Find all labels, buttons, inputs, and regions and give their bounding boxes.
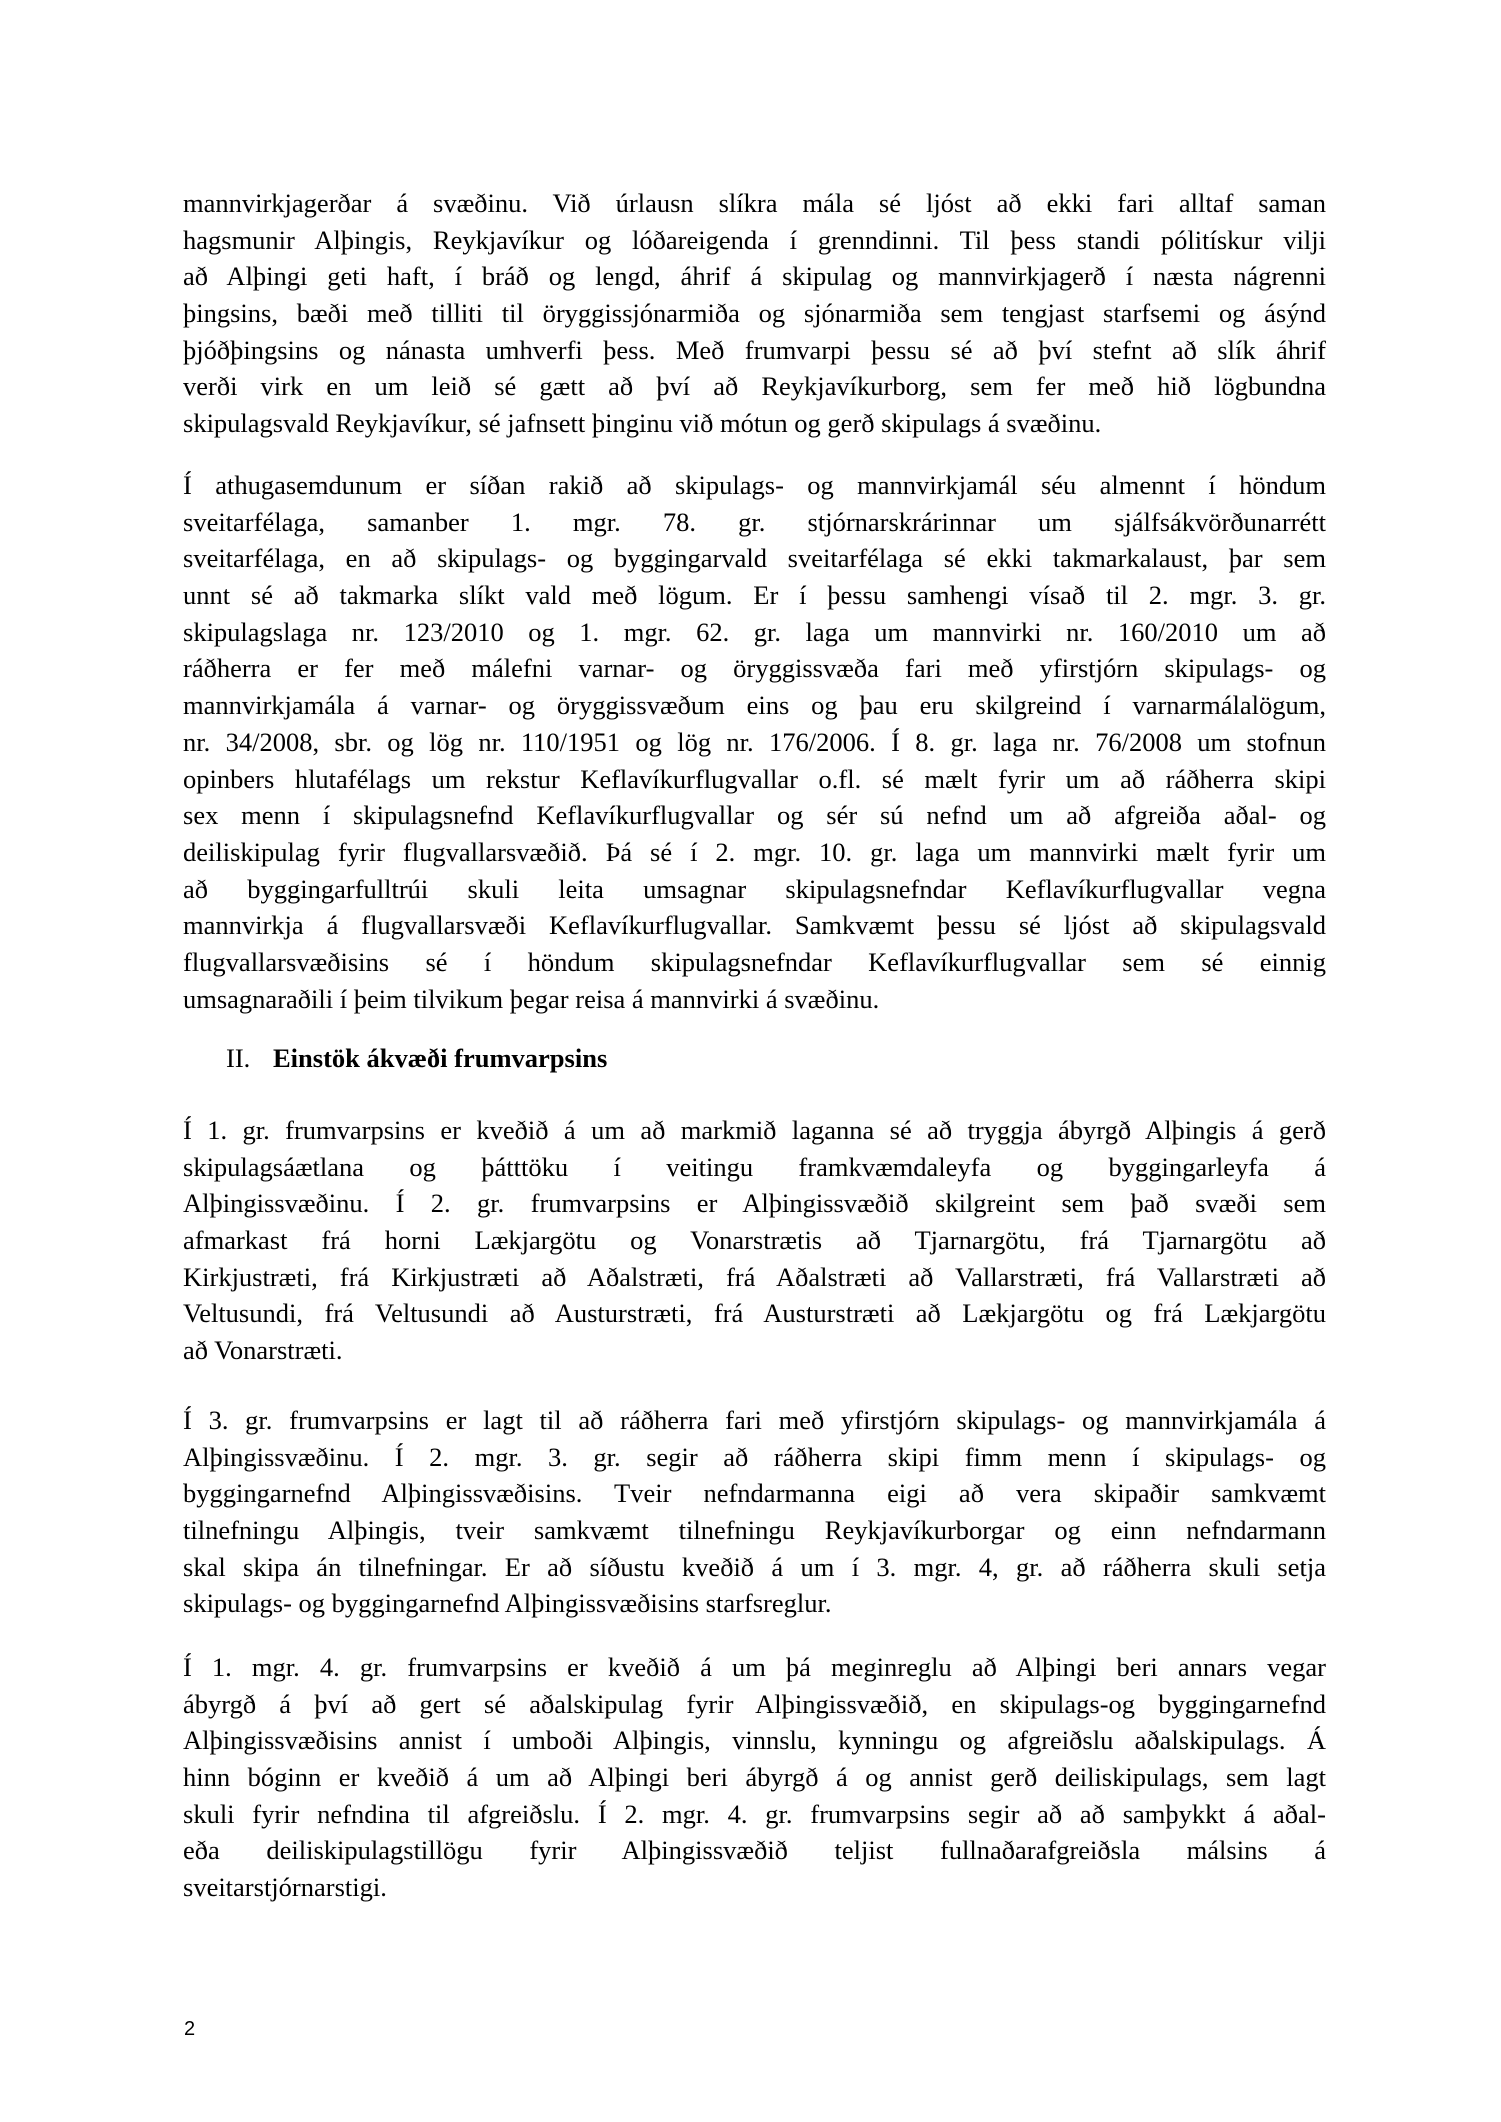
text-line: mannvirkja á flugvallarsvæði Keflavíkurflugvallar. Samkvæmt þessu sé ljóst að skipulagsvald xyxy=(183,910,1326,941)
text-line: skipulags- og byggingarnefnd Alþingissvæðisins starfsreglur. xyxy=(183,1588,832,1619)
text-line: þjóðþingsins og nánasta umhverfi þess. Með frumvarpi þessu sé að því stefnt að slík áhrif xyxy=(183,334,1326,365)
text-line: skuli fyrir nefndina til afgreiðslu. Í 2. mgr. 4. gr. frumvarpsins segir að að samþykkt á aðal- xyxy=(183,1798,1326,1829)
text-line: Alþingissvæðinu. Í 2. gr. frumvarpsins er Alþingissvæðið skilgreint sem það svæði sem xyxy=(183,1188,1326,1219)
page-number: 2 xyxy=(184,2018,196,2040)
text-line: Kirkjustræti, frá Kirkjustræti að Aðalstræti, frá Aðalstræti að Vallarstræti, frá Vallarstræti að xyxy=(183,1261,1326,1292)
text-line: unnt sé að takmarka slíkt vald með lögum. Er í þessu samhengi vísað til 2. mgr. 3. gr. xyxy=(183,580,1326,611)
text-line: að Alþingi geti haft, í bráð og lengd, áhrif á skipulag og mannvirkjagerð í næsta nágrenni xyxy=(183,261,1326,292)
text-line: Í 1. gr. frumvarpsins er kveðið á um að markmið laganna sé að tryggja ábyrgð Alþingis á gerð xyxy=(183,1115,1326,1145)
text-line: Alþingissvæðisins annist í umboði Alþingis, vinnslu, kynningu og afgreiðslu aðalskipulags. Á xyxy=(183,1725,1326,1756)
text-line: sveitarfélaga, en að skipulags- og byggingarvald sveitarfélaga sé ekki takmarkalaust, þar sem xyxy=(183,543,1326,574)
text-line: verði virk en um leið sé gætt að því að Reykjavíkurborg, sem fer með hið lögbundna xyxy=(183,371,1326,402)
text-line: Í athugasemdunum er síðan rakið að skipulags- og mannvirkjamál séu almennt í höndum xyxy=(183,470,1326,500)
text-line: hinn bóginn er kveðið á um að Alþingi beri ábyrgð á og annist gerð deiliskipulags, sem lagt xyxy=(183,1762,1326,1793)
text-line: byggingarnefnd Alþingissvæðisins. Tveir nefndarmanna eigi að vera skipaðir samkvæmt xyxy=(183,1478,1326,1509)
section-heading xyxy=(226,1040,607,1077)
text-line: sveitarstjórnarstigi. xyxy=(183,1872,387,1903)
text-line: að Vonarstræti. xyxy=(183,1335,343,1366)
text-line: sveitarfélaga, samanber 1. mgr. 78. gr. stjórnarskrárinnar um sjálfsákvörðunarrétt xyxy=(183,506,1326,537)
text-line: Í 1. mgr. 4. gr. frumvarpsins er kveðið á um þá meginreglu að Alþingi beri annars vegar xyxy=(183,1652,1326,1682)
text-line: Í 3. gr. frumvarpsins er lagt til að ráðherra fari með yfirstjórn skipulags- og mannvirkjamála á xyxy=(183,1405,1326,1435)
text-line: tilnefningu Alþingis, tveir samkvæmt tilnefningu Reykjavíkurborgar og einn nefndarmann xyxy=(183,1515,1326,1546)
text-line: opinbers hlutafélags um rekstur Keflavíkurflugvallar o.fl. sé mælt fyrir um að ráðherra skipi xyxy=(183,763,1326,794)
text-line: mannvirkjagerðar á svæðinu. Við úrlausn slíkra mála sé ljóst að ekki fari alltaf saman xyxy=(183,188,1326,218)
section-number: II. xyxy=(226,1043,251,1073)
text-line: ábyrgð á því að gert sé aðalskipulag fyrir Alþingissvæðið, en skipulags-og byggingarnefnd xyxy=(183,1688,1326,1719)
paragraph-2 xyxy=(183,467,1326,1017)
text-line: mannvirkjamála á varnar- og öryggissvæðum eins og þau eru skilgreind í varnarmálalögum, xyxy=(183,690,1326,721)
text-line: afmarkast frá horni Lækjargötu og Vonarstrætis að Tjarnargötu, frá Tjarnargötu að xyxy=(183,1225,1326,1256)
text-line: hagsmunir Alþingis, Reykjavíkur og lóðareigenda í grenndinni. Til þess standi pólitískur vilji xyxy=(183,224,1326,255)
paragraph-4 xyxy=(183,1402,1326,1622)
text-line: eða deiliskipulagstillögu fyrir Alþingissvæðið teljist fullnaðarafgreiðsla málsins á xyxy=(183,1835,1326,1866)
text-line: Alþingissvæðinu. Í 2. mgr. 3. gr. segir að ráðherra skipi fimm menn í skipulags- og xyxy=(183,1441,1326,1472)
text-line: nr. 34/2008, sbr. og lög nr. 110/1951 og lög nr. 176/2006. Í 8. gr. laga nr. 76/2008 um stofnun xyxy=(183,726,1326,757)
text-line: skal skipa án tilnefningar. Er að síðustu kveðið á um í 3. mgr. 4, gr. að ráðherra skuli setja xyxy=(183,1551,1326,1582)
text-line: skipulagslaga nr. 123/2010 og 1. mgr. 62. gr. laga um mannvirki nr. 160/2010 um að xyxy=(183,616,1326,647)
text-line: ráðherra er fer með málefni varnar- og öryggissvæða fari með yfirstjórn skipulags- og xyxy=(183,653,1326,684)
text-line: umsagnaraðili í þeim tilvikum þegar reisa á mannvirki á svæðinu. xyxy=(183,983,880,1014)
text-line: Veltusundi, frá Veltusundi að Austurstræti, frá Austurstræti að Lækjargötu og frá Lækjargötu xyxy=(183,1298,1326,1329)
paragraph-5 xyxy=(183,1649,1326,1906)
paragraph-3 xyxy=(183,1112,1326,1369)
text-line: skipulagsáætlana og þátttöku í veitingu framkvæmdaleyfa og byggingarleyfa á xyxy=(183,1151,1326,1182)
text-line: að byggingarfulltrúi skuli leita umsagnar skipulagsnefndar Keflavíkurflugvallar vegna xyxy=(183,873,1326,904)
text-line: flugvallarsvæðisins sé í höndum skipulagsnefndar Keflavíkurflugvallar sem sé einnig xyxy=(183,946,1326,977)
text-line: þingsins, bæði með tilliti til öryggissjónarmiða og sjónarmiða sem tengjast starfsemi og ásýnd xyxy=(183,298,1326,329)
paragraph-1 xyxy=(183,185,1326,442)
section-title: Einstök ákvæði frumvarpsins xyxy=(273,1043,608,1073)
text-line: deiliskipulag fyrir flugvallarsvæðið. Þá sé í 2. mgr. 10. gr. laga um mannvirki mælt fyrir um xyxy=(183,836,1326,867)
text-line: sex menn í skipulagsnefnd Keflavíkurflugvallar og sér sú nefnd um að afgreiða aðal- og xyxy=(183,800,1326,831)
text-line: skipulagsvald Reykjavíkur, sé jafnsett þinginu við mótun og gerð skipulags á svæðinu. xyxy=(183,408,1102,439)
